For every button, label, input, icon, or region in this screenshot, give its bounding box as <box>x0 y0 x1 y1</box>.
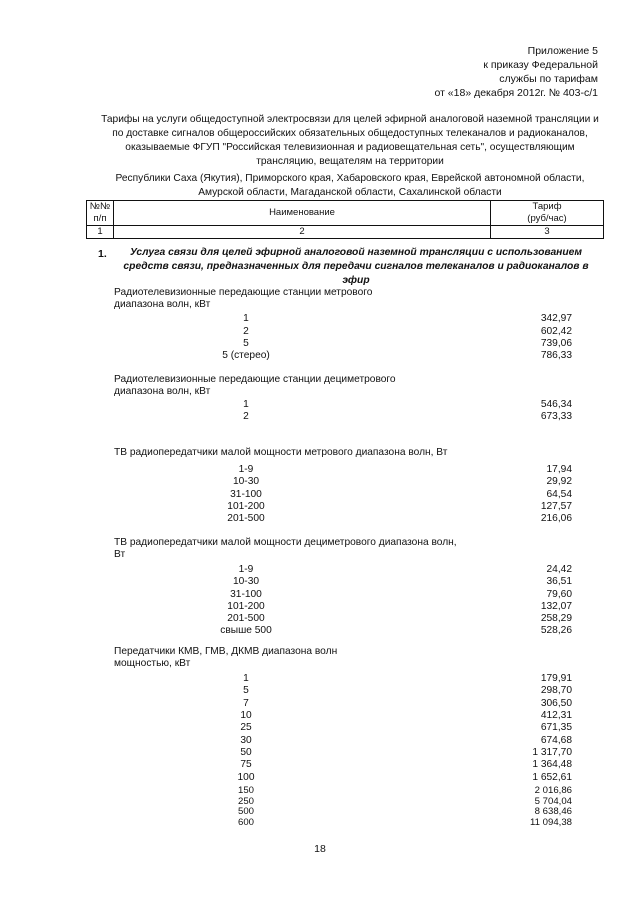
column-tariff-header <box>491 201 604 226</box>
tariff-row <box>0 513 640 525</box>
tariff-row-name: 50 <box>240 747 252 758</box>
tariff-row-name: 2 <box>243 411 249 422</box>
tariff-row-value: 11 094,38 <box>530 817 572 828</box>
tariff-row-name: 201-500 <box>227 613 265 624</box>
tariff-row-value: 24,42 <box>546 564 572 575</box>
group-title-line: диапазона волн, кВт <box>114 299 211 310</box>
section-title-line: средств связи, предназначенных для передачи сигналов телеканалов и радиоканалов в <box>123 261 589 272</box>
group-title-line: ТВ радиопередатчики малой мощности метрового диапазона волн, Вт <box>114 447 448 458</box>
column-number-header <box>87 201 114 226</box>
tariff-row-value: 79,60 <box>546 589 572 600</box>
tariff-row-name: 1-9 <box>238 464 254 475</box>
group-title-line: Вт <box>114 549 126 560</box>
tariff-row <box>0 747 640 759</box>
tariff-row-name: 1 <box>243 399 249 410</box>
tariff-row-value: 528,26 <box>540 625 572 636</box>
tariff-row-name: 5 <box>243 338 249 349</box>
section-title-line: Услуга связи для целей эфирной аналоговой наземной трансляции с использованием <box>129 247 583 258</box>
group-title-line: Передатчики КМВ, ГМВ, ДКМВ диапазона волн <box>114 646 338 657</box>
tariff-row <box>0 313 640 325</box>
tariff-row-value: 29,92 <box>546 476 572 487</box>
title-line: Амурской области, Магаданской области, Сахалинской области <box>198 187 502 198</box>
tariff-row <box>0 350 640 362</box>
appendix-line: к приказу Федеральной <box>483 59 598 71</box>
tariff-row-name: 600 <box>237 817 254 828</box>
tariff-row-value: 127,57 <box>540 501 572 512</box>
column-name-header: Наименование <box>114 201 491 226</box>
tariff-row <box>0 589 640 601</box>
tariff-row-name: 1 <box>243 313 249 324</box>
tariff-row-value: 306,50 <box>540 698 572 709</box>
tariff-row <box>0 576 640 588</box>
tariff-row-value: 179,91 <box>540 673 572 684</box>
column-tariff-header-line: (руб/час) <box>527 213 567 224</box>
tariff-row-value: 546,34 <box>540 399 572 410</box>
tariff-row <box>0 411 640 423</box>
tariff-row-value: 36,51 <box>546 576 572 587</box>
tariff-row <box>0 399 640 411</box>
appendix-reference <box>434 44 598 100</box>
tariff-row-name: 10 <box>240 710 252 721</box>
tariff-row-value: 2 016,86 <box>534 785 572 796</box>
group-title-line: Радиотелевизионные передающие станции метрового <box>114 287 373 298</box>
section-title-line: эфир <box>342 275 370 286</box>
title-line: трансляцию, вещателям на территории <box>256 156 444 167</box>
tariff-row-value: 8 638,46 <box>534 806 572 817</box>
group-title-line: ТВ радиопередатчики малой мощности дециметрового диапазона волн, <box>114 537 457 548</box>
tariff-row-value: 132,07 <box>540 601 572 612</box>
tariff-row-name: 7 <box>243 698 249 709</box>
tariff-row-value: 739,06 <box>540 338 572 349</box>
tariff-row <box>0 564 640 576</box>
appendix-line: службы по тарифам <box>499 73 598 85</box>
tariff-row-name: 5 <box>243 685 249 696</box>
appendix-line: Приложение 5 <box>527 45 598 57</box>
tariff-row-name: 250 <box>237 796 254 807</box>
group-title-line: диапазона волн, кВт <box>114 386 211 397</box>
tariff-row-value: 786,33 <box>540 350 572 361</box>
tariff-row-name: 30 <box>240 735 252 746</box>
column-number-header-line: п/п <box>93 213 107 224</box>
tariff-row <box>0 464 640 476</box>
tariff-row-name: 150 <box>237 785 254 796</box>
column-tariff-header-line: Тариф <box>532 201 562 212</box>
tariff-row-name: 31-100 <box>230 589 262 600</box>
tariff-row-value: 64,54 <box>546 489 572 500</box>
tariff-row-name: 31-100 <box>230 489 262 500</box>
group-title <box>114 374 474 398</box>
tariff-row-value: 412,31 <box>540 710 572 721</box>
column-index: 1 <box>87 226 114 239</box>
tariff-row-name: 101-200 <box>227 601 265 612</box>
tariff-row <box>0 722 640 734</box>
tariff-row <box>0 476 640 488</box>
appendix-line: от «18» декабря 2012г. № 403-с/1 <box>434 87 598 99</box>
tariff-row <box>0 710 640 722</box>
tariff-row-name: 101-200 <box>227 501 265 512</box>
group-title <box>114 537 474 561</box>
group-title-line: Радиотелевизионные передающие станции дециметрового <box>114 374 396 385</box>
tariff-row-value: 342,97 <box>540 313 572 324</box>
title-line: оказываемые ФГУП "Российская телевизионная и радиовещательная сеть", осуществляющим <box>125 142 575 153</box>
tariff-row-name: 5 (стерео) <box>222 350 270 361</box>
tariff-row <box>0 735 640 747</box>
tariff-row <box>0 759 640 771</box>
tariff-table-header <box>86 200 604 239</box>
tariff-row-name: 201-500 <box>227 513 265 524</box>
tariff-row-name: 1-9 <box>238 564 254 575</box>
tariff-row-value: 17,94 <box>546 464 572 475</box>
tariff-row-value: 671,35 <box>540 722 572 733</box>
tariff-row <box>0 338 640 350</box>
tariff-row <box>0 601 640 613</box>
tariff-row-value: 1 364,48 <box>532 759 572 770</box>
tariff-row-name: 75 <box>240 759 252 770</box>
tariff-row-value: 602,42 <box>540 326 572 337</box>
column-index: 3 <box>491 226 604 239</box>
tariff-row-name: 500 <box>237 806 254 817</box>
group-title-line: мощностью, кВт <box>114 658 191 669</box>
section-title <box>120 246 592 288</box>
page-number: 18 <box>314 843 326 855</box>
tariff-row-name: 2 <box>243 326 249 337</box>
tariff-row-name: свыше 500 <box>220 625 272 636</box>
column-index: 2 <box>114 226 491 239</box>
title-line: по доставке сигналов общероссийских обязательных общедоступных телеканалов и радиоканалов, <box>112 128 588 139</box>
group-title <box>114 447 474 459</box>
tariff-row <box>0 673 640 685</box>
tariff-row <box>0 772 640 784</box>
title-line: Тарифы на услуги общедоступной электросвязи для целей эфирной аналоговой наземной трансляции и <box>101 114 599 125</box>
tariff-row <box>0 817 640 829</box>
tariff-row <box>0 326 640 338</box>
tariff-row-name: 25 <box>240 722 252 733</box>
tariff-row-name: 100 <box>237 772 255 783</box>
document-title <box>80 113 620 200</box>
tariff-row <box>0 685 640 697</box>
title-line: Республики Саха (Якутия), Приморского края, Хабаровского края, Еврейской автономной области, <box>115 173 585 184</box>
group-title <box>114 646 474 670</box>
tariff-row-value: 258,29 <box>540 613 572 624</box>
section-number: 1. <box>98 248 107 260</box>
tariff-row-name: 10-30 <box>232 476 260 487</box>
group-title <box>114 287 474 311</box>
tariff-row <box>0 698 640 710</box>
tariff-row-name: 1 <box>243 673 249 684</box>
tariff-row <box>0 501 640 513</box>
tariff-row-value: 5 704,04 <box>534 796 572 807</box>
tariff-row-value: 216,06 <box>540 513 572 524</box>
tariff-row <box>0 489 640 501</box>
tariff-row-value: 1 652,61 <box>532 772 572 783</box>
tariff-row <box>0 625 640 637</box>
tariff-row-name: 10-30 <box>232 576 260 587</box>
tariff-row <box>0 613 640 625</box>
tariff-row-value: 674,68 <box>540 735 572 746</box>
column-number-header-line: №№ <box>89 201 111 212</box>
tariff-row-value: 1 317,70 <box>532 747 572 758</box>
tariff-row-value: 298,70 <box>540 685 572 696</box>
tariff-row-value: 673,33 <box>540 411 572 422</box>
